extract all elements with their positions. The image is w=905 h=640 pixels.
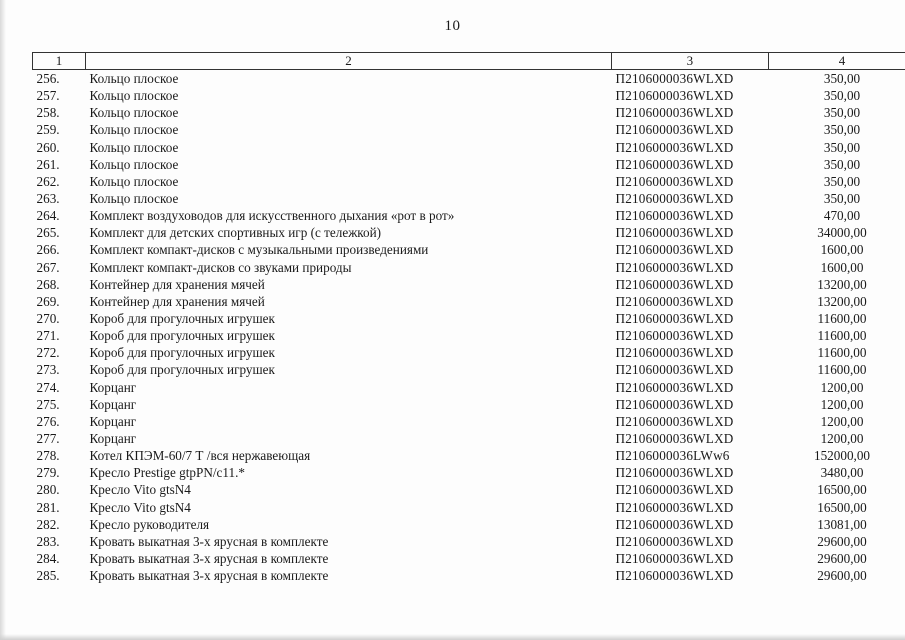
item-price: 11600,00: [817, 345, 867, 361]
table-row: [33, 550, 905, 567]
item-name: Кровать выкатная 3-х ярусная в комплекте: [89, 551, 329, 566]
item-name: Корцанг: [89, 413, 137, 429]
column-header-1: 1: [33, 53, 86, 70]
item-code: П2106000036WLXD: [615, 191, 734, 207]
item-code: П2106000036WLXD: [615, 482, 734, 498]
item-price: 11600,00: [817, 362, 867, 378]
row-number: 280.: [36, 482, 60, 498]
row-number: 270.: [36, 311, 60, 327]
item-name: Кровать выкатная 3-х ярусная в комплекте: [89, 568, 329, 584]
item-price: 11600,00: [817, 328, 867, 344]
item-code: П2106000036WLXD: [615, 208, 734, 224]
item-name: Кресло Vito gtsN4: [89, 499, 191, 515]
item-price: 1600,00: [820, 242, 864, 258]
item-code: П2106000036WLXD: [615, 396, 734, 412]
item-code: П2106000036WLXD: [615, 465, 734, 481]
item-name: Корцанг: [89, 396, 137, 412]
item-code: П2106000036WLXD: [615, 516, 734, 532]
table-row: [33, 139, 905, 156]
item-code: П2106000036WLXD: [615, 533, 734, 549]
item-name: Кровать выкатная 3-х ярусная в комплекте: [89, 533, 329, 549]
item-price: 350,00: [823, 191, 861, 207]
item-name: Кресло Prestige gtpPN/c11.*: [89, 465, 245, 481]
table-row: [33, 121, 905, 138]
table-row: [33, 327, 905, 344]
item-name: Кольцо плоское: [89, 71, 179, 87]
item-price: 350,00: [823, 156, 861, 172]
item-price: 1200,00: [820, 431, 864, 447]
item-price: 350,00: [823, 139, 861, 155]
table-row: [33, 447, 905, 464]
item-price: 16500,00: [817, 499, 867, 515]
item-name: Комплект компакт-дисков со звуками природы: [89, 259, 352, 275]
item-code: П2106000036WLXD: [615, 259, 734, 275]
row-number: 285.: [36, 568, 60, 584]
item-name: Комплект для детских спортивных игр (с тележкой): [89, 225, 382, 241]
table-row: [33, 241, 905, 258]
item-name: Котел КПЭМ-60/7 Т /вся нержавеющая: [89, 448, 311, 464]
scan-shadow: [0, 0, 6, 640]
row-number: 268.: [36, 276, 60, 292]
row-number: 275.: [36, 396, 60, 412]
row-number: 278.: [36, 448, 60, 464]
table-row: [33, 361, 905, 378]
item-code: П2106000036WLXD: [615, 173, 734, 189]
item-name: Кольцо плоское: [89, 139, 179, 155]
row-number: 256.: [36, 71, 60, 87]
row-number: 261.: [36, 156, 60, 172]
item-name: Кольцо плоское: [89, 105, 179, 121]
item-code: П2106000036LWw6: [615, 448, 730, 464]
row-number: 267.: [36, 259, 60, 275]
item-name: Кресло руководителя: [89, 516, 210, 532]
row-number: 281.: [36, 499, 60, 515]
item-price: 13200,00: [817, 293, 867, 309]
item-price: 34000,00: [817, 225, 867, 241]
row-number: 258.: [36, 105, 60, 121]
row-number: 271.: [36, 328, 60, 344]
table-row: [33, 310, 905, 327]
item-code: П2106000036WLXD: [615, 293, 734, 309]
item-code: П2106000036WLXD: [615, 71, 734, 87]
table-row: [33, 533, 905, 550]
item-price: 16500,00: [817, 482, 867, 498]
item-code: П2106000036WLXD: [615, 225, 734, 241]
item-code: П2106000036WLXD: [615, 551, 734, 566]
item-name: Корцанг: [89, 379, 137, 395]
table-row: [33, 207, 905, 224]
table-row: [33, 379, 905, 396]
item-name: Комплект воздуховодов для искусственного дыхания «рот в рот»: [89, 208, 455, 224]
item-price: 350,00: [823, 88, 861, 104]
table-row: [33, 224, 905, 241]
item-code: П2106000036WLXD: [615, 362, 734, 378]
item-name: Короб для прогулочных игрушек: [89, 311, 275, 327]
item-price: 152000,00: [813, 448, 871, 464]
item-price: 1200,00: [820, 396, 864, 412]
table-row: [33, 344, 905, 361]
table-row: [33, 259, 905, 276]
item-code: П2106000036WLXD: [615, 156, 734, 172]
row-number: 259.: [36, 122, 60, 138]
item-price: 13081,00: [817, 516, 867, 532]
item-code: П2106000036WLXD: [615, 499, 734, 515]
item-code: П2106000036WLXD: [615, 328, 734, 344]
table-row: [33, 276, 905, 293]
table-row: [33, 464, 905, 481]
item-code: П2106000036WLXD: [615, 379, 734, 395]
table-row: [33, 156, 905, 173]
table-row: [33, 499, 905, 516]
table-row: [33, 70, 905, 88]
row-number: 262.: [36, 173, 60, 189]
row-number: 272.: [36, 345, 60, 361]
item-name: Кольцо плоское: [89, 88, 179, 104]
scan-shadow: [0, 634, 905, 640]
table-row: [33, 293, 905, 310]
item-price: 350,00: [823, 71, 861, 87]
table-row: [33, 104, 905, 121]
table-row: [33, 430, 905, 447]
row-number: 277.: [36, 431, 60, 447]
row-number: 260.: [36, 139, 60, 155]
item-price: 1200,00: [820, 379, 864, 395]
item-code: П2106000036WLXD: [615, 276, 734, 292]
item-code: П2106000036WLXD: [615, 345, 734, 361]
item-name: Контейнер для хранения мячей: [89, 276, 265, 292]
table-header-row: [33, 53, 905, 70]
item-name: Корцанг: [89, 431, 137, 447]
item-name: Контейнер для хранения мячей: [89, 293, 265, 309]
item-price: 350,00: [823, 173, 861, 189]
table-row: [33, 481, 905, 498]
row-number: 269.: [36, 293, 60, 309]
item-code: П2106000036WLXD: [615, 568, 734, 584]
table-row: [33, 87, 905, 104]
row-number: 282.: [36, 516, 60, 532]
item-price: 13200,00: [817, 276, 867, 292]
item-price: 1600,00: [820, 259, 864, 275]
item-code: П2106000036WLXD: [615, 242, 734, 258]
item-price: 29600,00: [817, 568, 867, 584]
item-name: Короб для прогулочных игрушек: [89, 362, 275, 378]
item-price: 29600,00: [817, 533, 867, 549]
item-name: Короб для прогулочных игрушек: [89, 328, 275, 344]
item-name: Кольцо плоское: [89, 122, 179, 138]
row-number: 273.: [36, 362, 60, 378]
item-code: П2106000036WLXD: [615, 311, 734, 327]
row-number: 263.: [36, 191, 60, 207]
item-name: Кольцо плоское: [89, 191, 179, 207]
row-number: 274.: [36, 379, 60, 395]
page-number: 10: [444, 18, 461, 34]
item-code: П2106000036WLXD: [615, 431, 734, 447]
item-name: Кольцо плоское: [89, 156, 179, 172]
table-row: [33, 516, 905, 533]
row-number: 264.: [36, 208, 60, 224]
row-number: 266.: [36, 242, 60, 258]
item-name: Кресло Vito gtsN4: [89, 482, 191, 498]
table-row: [33, 173, 905, 190]
row-number: 283.: [36, 533, 60, 549]
item-price: 29600,00: [817, 551, 867, 566]
item-code: П2106000036WLXD: [615, 413, 734, 429]
item-code: П2106000036WLXD: [615, 139, 734, 155]
item-code: П2106000036WLXD: [615, 105, 734, 121]
item-name: Кольцо плоское: [89, 173, 179, 189]
row-number: 265.: [36, 225, 60, 241]
table-row: [33, 413, 905, 430]
item-price: 3480,00: [820, 465, 864, 481]
table-row: [33, 190, 905, 207]
column-header-4: 4: [769, 53, 905, 70]
row-number: 279.: [36, 465, 60, 481]
item-code: П2106000036WLXD: [615, 122, 734, 138]
item-code: П2106000036WLXD: [615, 88, 734, 104]
item-name: Короб для прогулочных игрушек: [89, 345, 275, 361]
column-header-2: 2: [86, 53, 612, 70]
table-row: [33, 567, 905, 584]
item-price: 350,00: [823, 122, 861, 138]
row-number: 276.: [36, 413, 60, 429]
table-row: [33, 396, 905, 413]
item-price: 470,00: [823, 208, 861, 224]
item-price: 350,00: [823, 105, 861, 121]
row-number: 257.: [36, 88, 60, 104]
column-header-3: 3: [612, 53, 769, 70]
table-body: [33, 70, 905, 585]
item-price: 1200,00: [820, 413, 864, 429]
row-number: 284.: [36, 551, 60, 566]
item-name: Комплект компакт-дисков с музыкальными произведениями: [89, 242, 429, 258]
item-price: 11600,00: [817, 311, 867, 327]
items-table: [32, 52, 905, 584]
